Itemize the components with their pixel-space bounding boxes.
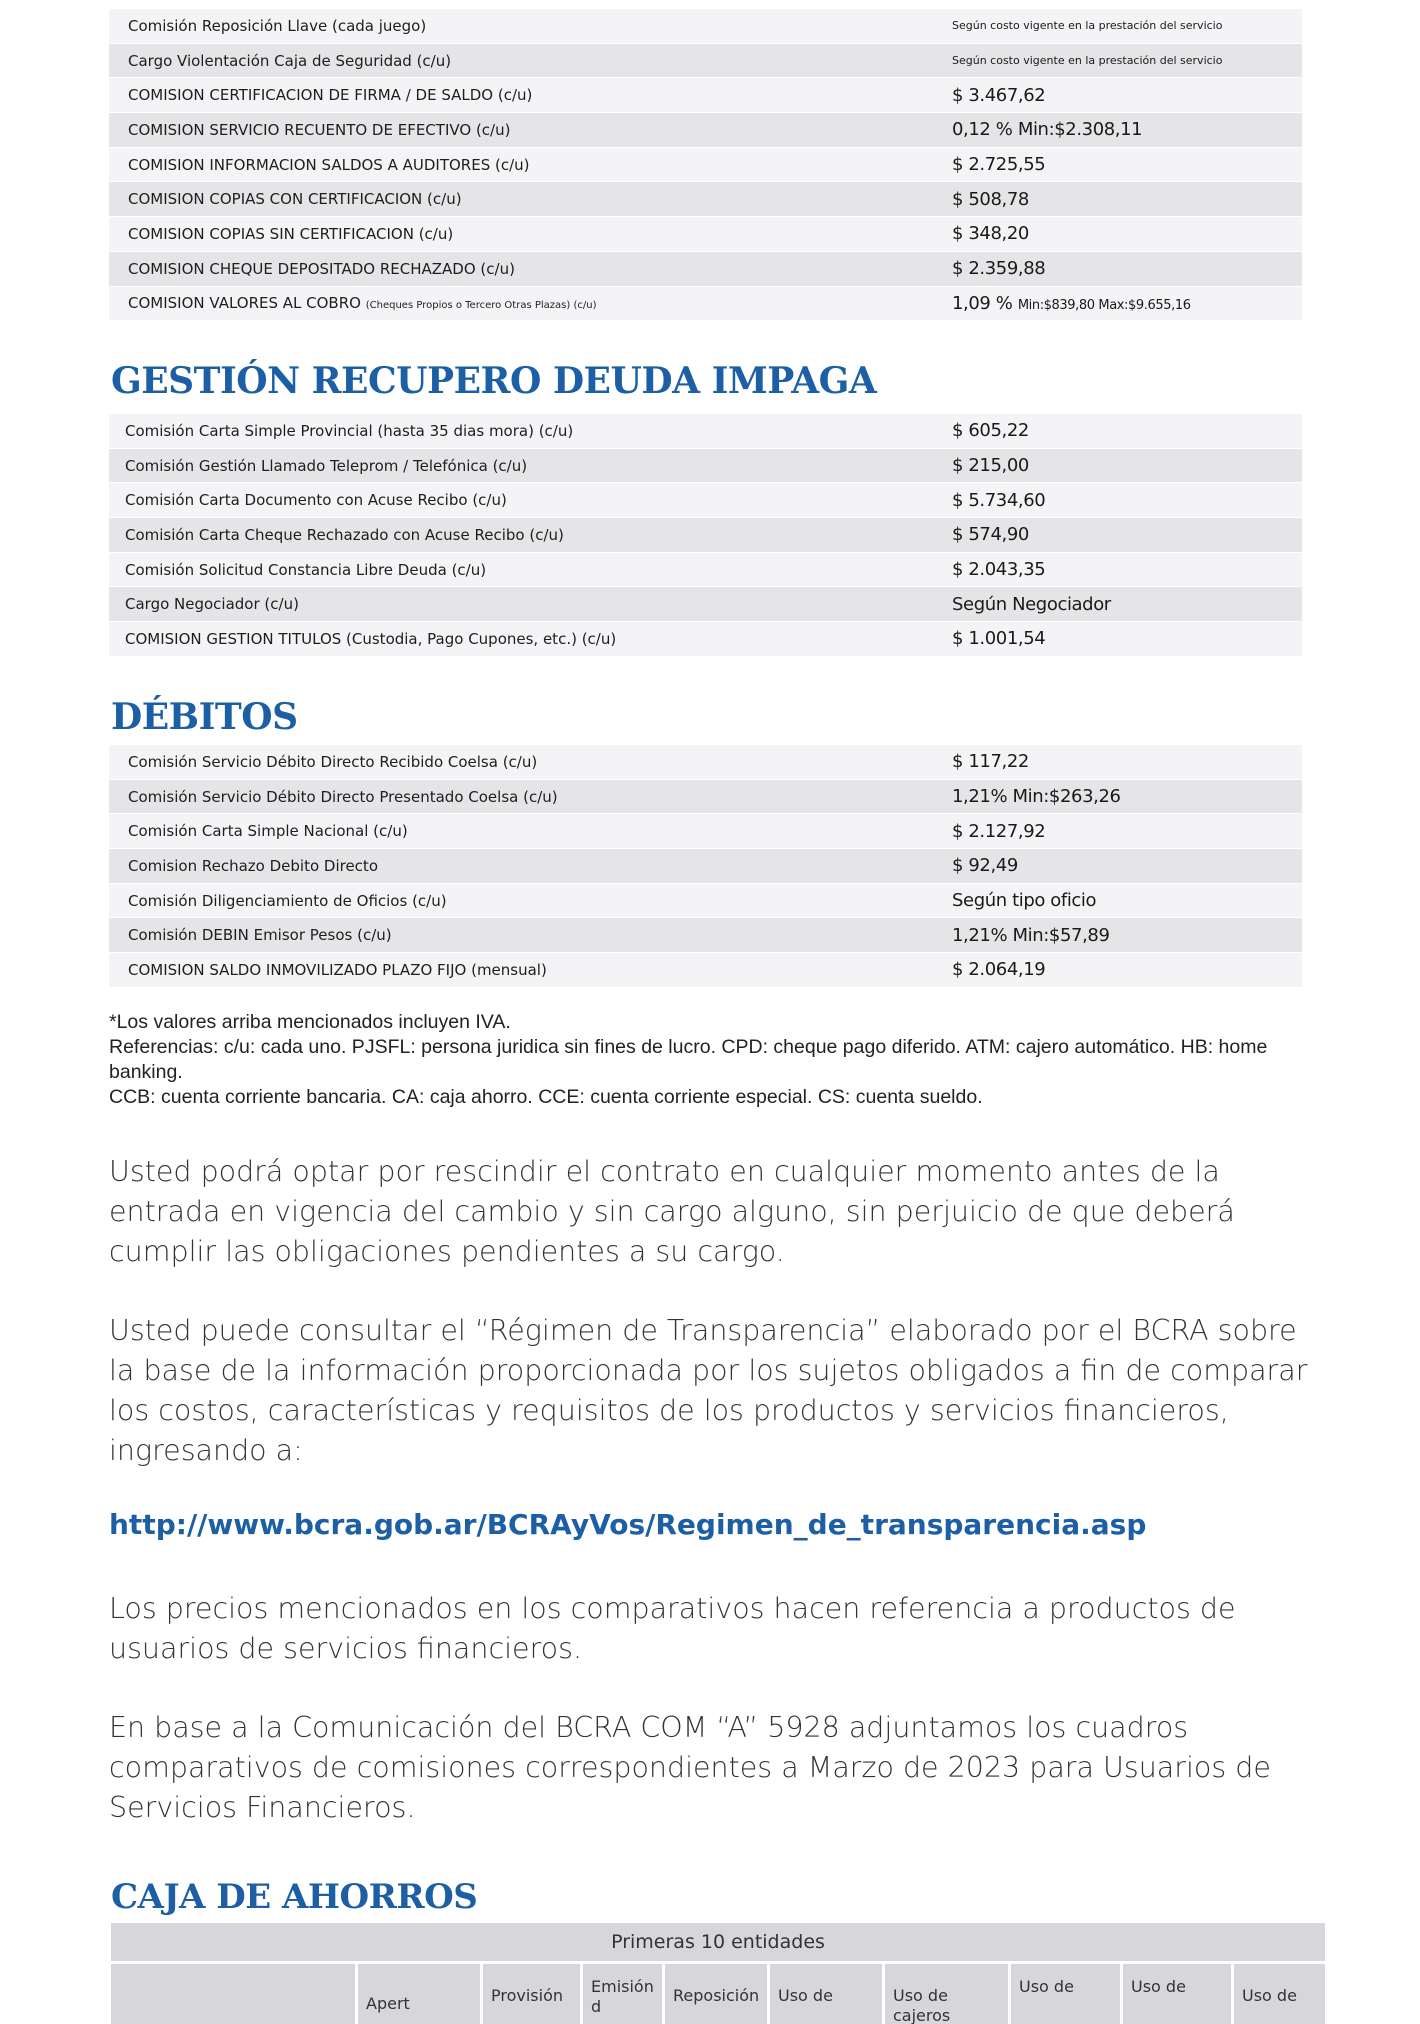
fee-value: $ 117,22 — [952, 751, 1029, 773]
bcra-transparency-link[interactable]: http://www.bcra.gob.ar/BCRAyVos/Regimen_de_transparencia.asp — [109, 1508, 1147, 1541]
fee-label: COMISION SALDO INMOVILIZADO PLAZO FIJO (mensual) — [128, 960, 547, 979]
fee-label: COMISION COPIAS CON CERTIFICACION (c/u) — [128, 190, 462, 209]
table-row — [109, 814, 1302, 849]
debitos-table — [109, 745, 1302, 988]
column-header: Emisión d — [580, 1964, 662, 2024]
fee-label: Cargo Negociador (c/u) — [125, 595, 299, 614]
table-row — [109, 252, 1302, 287]
fee-value: $ 2.127,92 — [952, 820, 1046, 842]
fee-label: Comisión Diligenciamiento de Oficios (c/u) — [128, 891, 447, 910]
column-header: Uso de — [767, 1964, 882, 2024]
fee-label: COMISION SERVICIO RECUENTO DE EFECTIVO (c/u) — [128, 120, 511, 139]
column-header: Provisión — [480, 1964, 580, 2024]
fee-label: Comisión Carta Simple Nacional (c/u) — [128, 822, 408, 841]
fee-label: COMISION COPIAS SIN CERTIFICACION (c/u) — [128, 224, 454, 243]
fee-value: $ 215,00 — [952, 455, 1029, 477]
fee-label: Comisión Carta Documento con Acuse Recibo (c/u) — [125, 491, 507, 510]
column-header: Uso de cajeros — [882, 1964, 1008, 2024]
table-row — [109, 553, 1302, 588]
fee-label: Comisión Carta Cheque Rechazado con Acuse Recibo (c/u) — [125, 525, 564, 544]
table-row — [109, 483, 1302, 518]
fee-value: $ 3.467,62 — [952, 84, 1046, 106]
column-header — [111, 1964, 355, 2024]
paragraph-prices: Los precios mencionados en los comparativos hacen referencia a productos de usuarios de servicios financieros. — [109, 1592, 1236, 1665]
table-header-row — [111, 1964, 1325, 2024]
fee-value-note: Min:$839,80 Max:$9.655,16 — [1017, 297, 1191, 313]
fee-label: Comisión Reposición Llave (cada juego) — [128, 16, 427, 35]
fee-label-note: (Cheques Propios o Tercero Otras Plazas) (c/u) — [365, 300, 597, 312]
fee-value — [952, 293, 1302, 314]
column-header: Reposición — [662, 1964, 767, 2024]
caja-ahorros-table — [111, 1923, 1325, 2024]
table-row — [109, 518, 1302, 553]
table-row — [109, 182, 1302, 217]
section-title-debitos: DÉBITOS — [111, 696, 298, 738]
table-row — [109, 849, 1302, 884]
table-row — [109, 148, 1302, 183]
column-header: Uso de — [1008, 1964, 1120, 2024]
paragraph-rescind: Usted podrá optar por rescindir el contrato en cualquier momento antes de la entrada en vigencia del cambio y sin cargo alguno, sin perjuicio de que deberá cumplir las obligaciones pendientes a su cargo. — [109, 1155, 1235, 1268]
fee-label: Comisión Servicio Débito Directo Recibido Coelsa (c/u) — [128, 752, 538, 771]
table-row — [109, 9, 1302, 44]
table-row — [109, 780, 1302, 815]
paragraph-transparency: Usted puede consultar el “Régimen de Transparencia” elaborado por el BCRA sobre la base de la información proporcionada por los sujetos obligados a fin de comparar los costos, características y requisitos de los productos y servicios financieros, ingresando a: — [109, 1314, 1308, 1467]
table-row — [109, 953, 1302, 988]
fee-value: 1,21% Min:$57,89 — [952, 924, 1110, 946]
footnote-iva: *Los valores arriba mencionados incluyen IVA. — [109, 1011, 511, 1033]
fee-label: Comisión DEBIN Emisor Pesos (c/u) — [128, 926, 392, 945]
fee-value: $ 92,49 — [952, 855, 1018, 877]
fee-value: $ 348,20 — [952, 223, 1029, 245]
column-header: Apert — [355, 1964, 480, 2024]
fee-label: COMISION INFORMACION SALDOS A AUDITORES (c/u) — [128, 155, 530, 174]
fee-label: Comisión Gestión Llamado Teleprom / Telefónica (c/u) — [125, 456, 528, 475]
table-row — [109, 78, 1302, 113]
fee-label: COMISION GESTION TITULOS (Custodia, Pago Cupones, etc.) (c/u) — [125, 629, 617, 648]
table-row — [109, 414, 1302, 449]
fee-value-main: 1,09 % — [952, 292, 1013, 314]
table-row — [109, 622, 1302, 657]
table-row — [109, 217, 1302, 252]
fee-label: Comisión Servicio Débito Directo Presentado Coelsa (c/u) — [128, 787, 558, 806]
fee-value: $ 2.359,88 — [952, 258, 1046, 280]
fee-label: Cargo Violentación Caja de Seguridad (c/u) — [128, 51, 452, 70]
paragraph-communication: En base a la Comunicación del BCRA COM “A” 5928 adjuntamos los cuadros comparativos de comisiones correspondientes a Marzo de 2023 para Usuarios de Servicios Financieros. — [109, 1711, 1271, 1824]
fee-value: $ 574,90 — [952, 524, 1029, 546]
fee-value: Según tipo oficio — [952, 890, 1097, 912]
table-row — [109, 918, 1302, 953]
column-header: Uso de — [1231, 1964, 1325, 2024]
fee-value: Según Negociador — [952, 593, 1111, 615]
fee-value: $ 605,22 — [952, 420, 1029, 442]
fee-value: Según costo vigente en la prestación del servicio — [952, 54, 1223, 68]
table-row — [109, 44, 1302, 79]
fee-value: $ 508,78 — [952, 188, 1029, 210]
fee-label — [109, 294, 952, 312]
recupero-table — [109, 414, 1302, 657]
fee-value: $ 2.725,55 — [952, 154, 1046, 176]
fee-value: $ 5.734,60 — [952, 489, 1046, 511]
fee-label: Comisión Carta Simple Provincial (hasta 35 dias mora) (c/u) — [125, 421, 574, 440]
section-title-caja-ahorros: CAJA DE AHORROS — [111, 1877, 478, 1917]
fee-value: $ 2.043,35 — [952, 559, 1046, 581]
fee-value: 0,12 % Min:$2.308,11 — [952, 119, 1143, 141]
column-header: Uso de — [1120, 1964, 1231, 2024]
table-row — [109, 745, 1302, 780]
table-row — [109, 113, 1302, 148]
fee-label: Comision Rechazo Debito Directo — [128, 856, 378, 875]
fee-value: Según costo vigente en la prestación del servicio — [952, 19, 1223, 33]
table-row — [109, 587, 1302, 622]
fee-value: $ 1.001,54 — [952, 628, 1046, 650]
fee-label: COMISION CERTIFICACION DE FIRMA / DE SALDO (c/u) — [128, 86, 533, 105]
section-title-recupero: GESTIÓN RECUPERO DEUDA IMPAGA — [111, 360, 877, 402]
fee-value: $ 2.064,19 — [952, 959, 1046, 981]
fee-value: 1,21% Min:$263,26 — [952, 786, 1121, 808]
fee-label: Comisión Solicitud Constancia Libre Deuda (c/u) — [125, 560, 487, 579]
table-row — [109, 449, 1302, 484]
table-row — [109, 884, 1302, 919]
footnote-references: Referencias: c/u: cada uno. PJSFL: persona juridica sin fines de lucro. CPD: cheque pago diferido. ATM: cajero automático. HB: home banking. — [109, 1036, 1268, 1083]
footnotes — [109, 1010, 1269, 1110]
fee-label-main: COMISION VALORES AL COBRO — [128, 294, 361, 313]
fee-label: COMISION CHEQUE DEPOSITADO RECHAZADO (c/u) — [128, 259, 515, 278]
table-group-header: Primeras 10 entidades — [111, 1923, 1325, 1964]
footnote-accounts: CCB: cuenta corriente bancaria. CA: caja ahorro. CCE: cuenta corriente especial. CS: cuenta sueldo. — [109, 1086, 983, 1108]
table-row — [109, 287, 1302, 322]
commissions-table — [109, 8, 1302, 321]
